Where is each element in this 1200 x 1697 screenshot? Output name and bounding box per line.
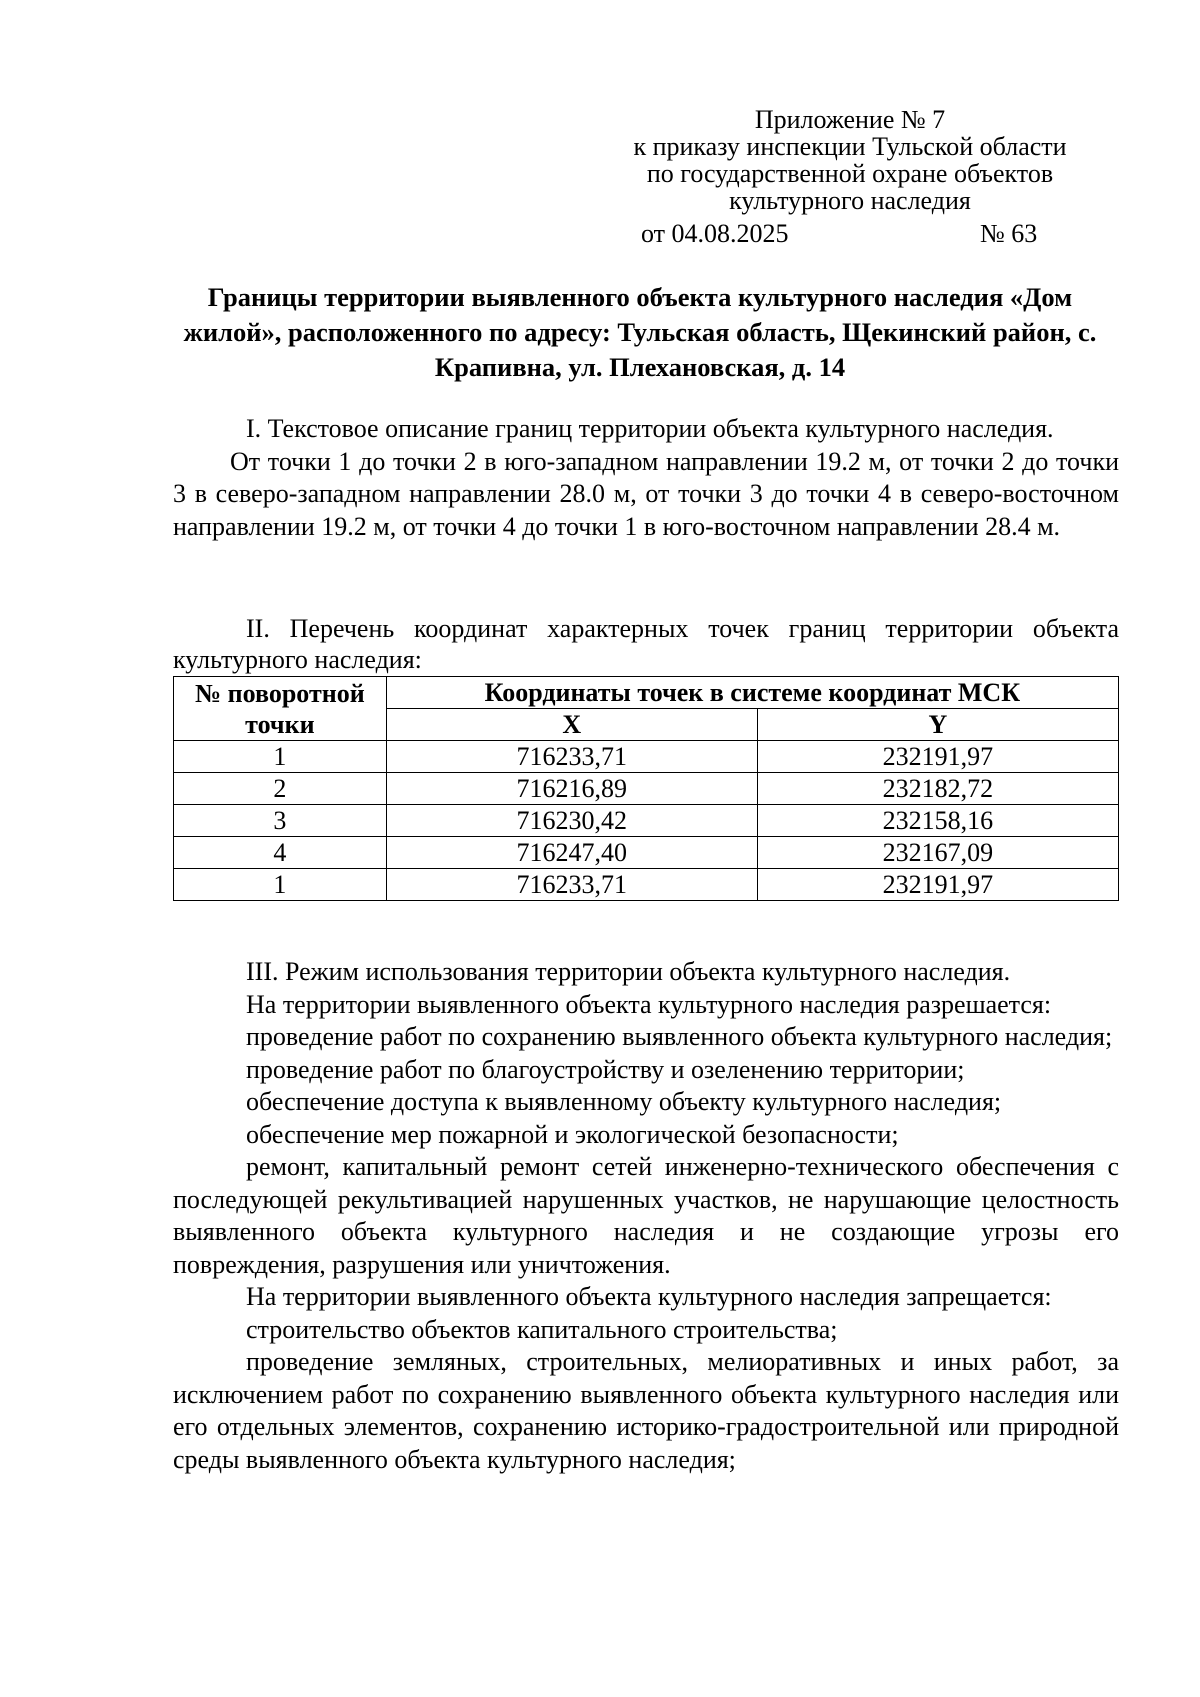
cell-point: 4 — [174, 837, 387, 869]
cell-point: 2 — [174, 773, 387, 805]
header-x: X — [386, 709, 757, 741]
allowed-item: обеспечение мер пожарной и экологической безопасности; — [246, 1119, 899, 1149]
section1-text: От точки 1 до точки 2 в юго-западном направлении 19.2 м, от точки 2 до точки 3 в северо-западном направлении 28.0 м, от точки 3 до точки 4 в северо-восточном направлении 19.2 м, от точки 4 до точки 1 в юго-восточном направлении 28.4 м. — [173, 446, 1119, 541]
cell-x: 716216,89 — [386, 773, 757, 805]
appendix-line: Приложение № 7 — [754, 105, 946, 134]
order-date: от 04.08.2025 — [641, 219, 789, 248]
section-coordinates-list — [173, 613, 1119, 675]
forbidden-item: проведение земляных, строительных, мелиоративных и иных работ, за исключением работ по сохранению выявленного объекта культурного наследия или его отдельных элементов, сохранению историко-градостроительной или природной среды выявленного объекта культурного наследия; — [173, 1347, 1119, 1474]
allowed-item: обеспечение доступа к выявленному объекту культурного наследия; — [246, 1087, 1002, 1116]
table-row — [174, 741, 1119, 773]
cell-x: 716233,71 — [386, 869, 757, 901]
allowed-item: проведение работ по сохранению выявленного объекта культурного наследия; — [246, 1022, 1113, 1051]
section2-heading: II. Перечень координат характерных точек границ территории объекта культурного наследия: — [173, 614, 1119, 674]
cell-y: 232182,72 — [757, 773, 1118, 805]
appendix-line: культурного наследия — [729, 186, 971, 215]
cell-point: 1 — [174, 741, 387, 773]
coordinates-table — [173, 676, 1119, 901]
forbidden-item: строительство объектов капитального строительства; — [246, 1314, 838, 1344]
document-title: Границы территории выявленного объекта культурного наследия «Дом жилой», расположенного по адресу: Тульская область, Щекинский район, с. Крапивна, ул. Плехановская, д. 14 — [183, 282, 1097, 382]
forbidden-heading: На территории выявленного объекта культурного наследия запрещается: — [246, 1282, 1052, 1311]
allowed-item: ремонт, капитальный ремонт сетей инженерно-технического обеспечения с последующей рекультивацией нарушенных участков, не нарушающие целостность выявленного объекта культурного наследия и не создающие угрозы его повреждения, разрушения или уничтожения. — [173, 1152, 1119, 1279]
allowed-item: проведение работ по благоустройству и озеленению территории; — [246, 1054, 965, 1084]
cell-point: 1 — [174, 869, 387, 901]
cell-y: 232158,16 — [757, 805, 1118, 837]
order-number: № 63 — [980, 219, 1038, 248]
cell-point: 3 — [174, 805, 387, 837]
table-row — [174, 869, 1119, 901]
cell-x: 716247,40 — [386, 837, 757, 869]
table-row — [174, 805, 1119, 837]
cell-y: 232167,09 — [757, 837, 1118, 869]
table-row — [174, 837, 1119, 869]
section-text-description — [173, 413, 1119, 543]
cell-x: 716233,71 — [386, 741, 757, 773]
appendix-line: по государственной охране объектов — [646, 159, 1054, 188]
table-row — [174, 773, 1119, 805]
appendix-line: к приказу инспекции Тульской области — [633, 132, 1067, 161]
cell-y: 232191,97 — [757, 869, 1118, 901]
section1-heading: I. Текстовое описание границ территории объекта культурного наследия. — [246, 414, 1054, 443]
header-point-number: № поворотной точки — [174, 677, 387, 741]
section-usage-regime — [173, 956, 1119, 1476]
appendix-header — [590, 106, 1110, 214]
cell-y: 232191,97 — [757, 741, 1118, 773]
allowed-heading: На территории выявленного объекта культурного наследия разрешается: — [246, 989, 1052, 1019]
header-coordinates: Координаты точек в системе координат МСК — [386, 677, 1118, 709]
cell-x: 716230,42 — [386, 805, 757, 837]
header-y: Y — [757, 709, 1118, 741]
section3-heading: III. Режим использования территории объекта культурного наследия. — [246, 957, 1011, 986]
